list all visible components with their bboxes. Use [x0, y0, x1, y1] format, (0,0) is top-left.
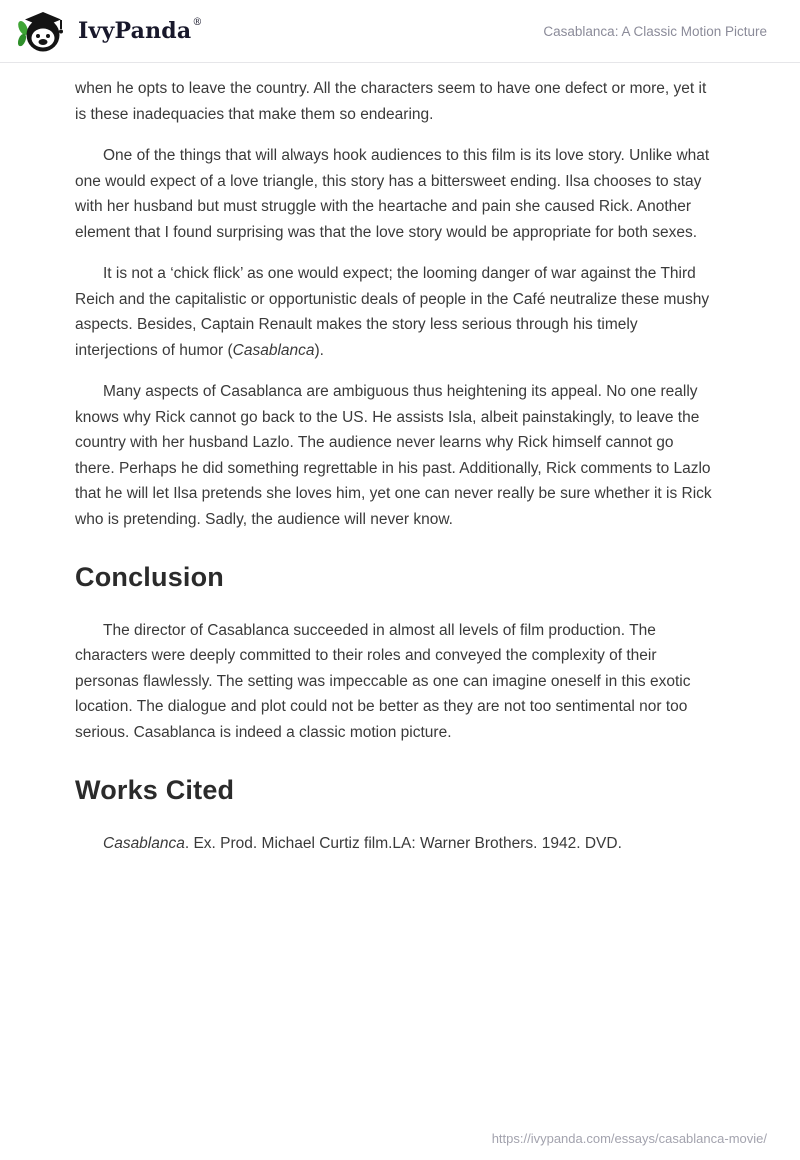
paragraph: [75, 261, 716, 363]
heading-works-cited: Works Cited: [75, 775, 235, 805]
paragraph: Many aspects of Casablanca are ambiguous thus heightening its appeal. No one really knows why Rick cannot go back to the US. He assists Isla, albeit painstakingly, to leave the country with her husband Lazlo. The audience never learns why Rick himself cannot go there. Perhaps he did something regrettable in his past. Additionally, Rick comments to Lazlo that he will let Ilsa pretends she loves him, yet one can never really be sure whether it is Rick who is pretending. Sadly, the audience will never know.: [75, 383, 712, 528]
page-footer: [492, 1130, 767, 1148]
paragraph: One of the things that will always hook audiences to this film is its love story. Unlike what one would expect of a love triangle, this story has a bittersweet ending. Ilsa chooses to stay with her husband but must struggle with the heartache and pain she caused Rick. Another element that I found surprising was that the love story would be appropriate for both sexes.: [75, 147, 710, 241]
document-title: Casablanca: A Classic Motion Picture: [543, 23, 767, 39]
italic-title: Casablanca: [232, 341, 315, 359]
paragraph-text: ).: [314, 341, 324, 359]
source-url-link[interactable]: https://ivypanda.com/essays/casablanca-movie/: [491, 1131, 767, 1146]
page-header: [0, 0, 800, 62]
registered-mark: ®: [192, 16, 203, 28]
paragraph: The director of Casablanca succeeded in almost all levels of film production. The characters were deeply committed to their roles and conveyed the complexity of their personas flawlessly. The setting was impeccable as one can imagine oneself in this exotic location. The dialogue and plot could not be better as they are not too sentimental nor too serious. Casablanca is indeed a classic motion picture.: [75, 621, 691, 741]
brand-name: IvyPanda®: [78, 16, 203, 44]
paragraph-continuation: when he opts to leave the country. All the characters seem to have one defect or more, yet it is these inadequacies that make them so endearing.: [75, 80, 707, 123]
brand[interactable]: [16, 7, 201, 55]
citation-entry: [75, 831, 716, 857]
paragraph-text: It is not a ‘chick flick’ as one would expect; the looming danger of war against the Third Reich and the capitalistic or opportunistic deals of people in the Café neutralize these mushy aspects. Besides, Captain Renault makes the story less serious through his timely interjections of humor (: [75, 265, 710, 359]
citation-text: . Ex. Prod. Michael Curtiz film.LA: Warner Brothers. 1942. DVD.: [184, 834, 622, 852]
italic-title: Casablanca: [103, 834, 185, 852]
ivypanda-panda-logo-icon: [16, 7, 64, 55]
essay-content: [75, 63, 716, 856]
heading-conclusion: Conclusion: [75, 562, 224, 592]
